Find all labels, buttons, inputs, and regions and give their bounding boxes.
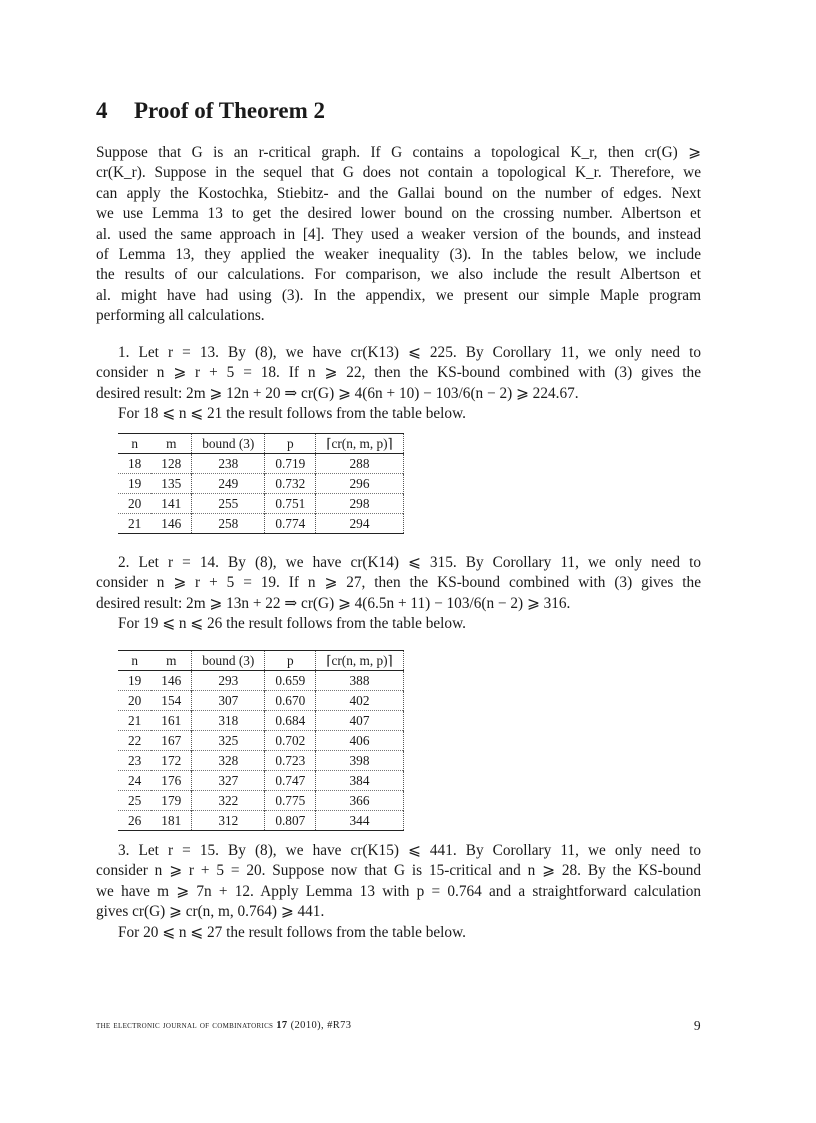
table-row [118, 791, 403, 811]
cell-bound: 327 [192, 771, 265, 791]
col-header-cr: ⌈cr(n, m, p)⌉ [316, 434, 404, 454]
cell-p: 0.751 [265, 494, 316, 514]
case3-line: gives cr(G) ⩾ cr(n, m, 0.764) ⩾ 441. [96, 903, 325, 921]
col-header-p: p [265, 651, 316, 671]
intro-line: Suppose that G is an r-critical graph. If G contains a topological K_r, then cr(G) ⩾ [96, 144, 701, 161]
cell-n: 24 [128, 772, 142, 788]
cell-n: 23 [128, 752, 142, 768]
cell-p: 0.807 [265, 811, 316, 831]
cell-m: 154 [151, 691, 191, 711]
cell-bound: 249 [192, 474, 265, 494]
case3-line: consider n ⩾ r + 5 = 20. Suppose now that G is 15-critical and n ⩾ 28. By the KS-bound [96, 862, 701, 880]
intro-line: al. might have had using (3). In the appendix, we present our simple Maple program [96, 286, 701, 304]
cell-bound: 238 [192, 454, 265, 474]
cell-p: 0.684 [265, 711, 316, 731]
case3-line: 3. Let r = 15. By (8), we have cr(K15) ⩽ 441. By Corollary 11, we only need to [118, 842, 701, 859]
case1-table-intro: For 18 ⩽ n ⩽ 21 the result follows from the table below. [118, 405, 466, 423]
cell-bound: 255 [192, 494, 265, 514]
cell-bound: 258 [192, 514, 265, 534]
cell-m: 167 [151, 731, 191, 751]
cell-cr: 288 [316, 454, 404, 474]
case2-paragraph [96, 553, 701, 635]
case3-line: we have m ⩾ 7n + 12. Apply Lemma 13 with p = 0.764 and a straightforward calculation [96, 882, 701, 900]
cell-cr: 298 [316, 494, 404, 514]
cell-cr: 398 [316, 751, 404, 771]
case2-line: consider n ⩾ r + 5 = 19. If n ⩾ 27, then the KS-bound combined with (3) gives the [96, 574, 701, 592]
cell-p: 0.732 [265, 474, 316, 494]
table-row [118, 454, 403, 474]
cell-n: 19 [128, 475, 142, 491]
section-heading [96, 98, 325, 124]
intro-line: we use Lemma 13 to get the desired lower bound on the crossing number. Albertson et [96, 205, 701, 223]
case3-paragraph [96, 841, 701, 943]
col-header-n: n [118, 651, 151, 671]
cell-m: 179 [151, 791, 191, 811]
cell-m: 141 [151, 494, 191, 514]
cell-m: 161 [151, 711, 191, 731]
cell-n: 20 [128, 692, 142, 708]
table-row [118, 671, 403, 691]
footer-journal: the electronic journal of combinatorics [96, 1020, 274, 1031]
footer-year-id: (2010), #R73 [290, 1020, 352, 1031]
cell-bound: 312 [192, 811, 265, 831]
case1-table [118, 433, 404, 534]
cell-n: 21 [128, 515, 142, 531]
col-header-bound: bound (3) [192, 651, 265, 671]
intro-line: performing all calculations. [96, 307, 265, 325]
cell-cr: 406 [316, 731, 404, 751]
intro-line: al. used the same approach in [4]. They used a weaker version of the bounds, and instead [96, 225, 701, 243]
cell-n: 18 [128, 455, 142, 471]
cell-m: 146 [151, 514, 191, 534]
cell-cr: 294 [316, 514, 404, 534]
cell-p: 0.719 [265, 454, 316, 474]
section-title: Proof of Theorem 2 [134, 98, 325, 123]
cell-bound: 325 [192, 731, 265, 751]
table-row [118, 811, 403, 831]
table-row [118, 731, 403, 751]
cell-n: 20 [128, 495, 142, 511]
cell-bound: 293 [192, 671, 265, 691]
cell-cr: 344 [316, 811, 404, 831]
col-header-p: p [265, 434, 316, 454]
cell-bound: 322 [192, 791, 265, 811]
case2-line: desired result: 2m ⩾ 13n + 22 ⇒ cr(G) ⩾ 4(6.5n + 11) − 103/6(n − 2) ⩾ 316. [96, 594, 571, 612]
case1-paragraph [96, 343, 701, 425]
cell-p: 0.747 [265, 771, 316, 791]
table-row [118, 474, 403, 494]
cell-cr: 402 [316, 691, 404, 711]
table-row [118, 711, 403, 731]
table-row [118, 751, 403, 771]
table-row [118, 771, 403, 791]
case3-table-intro: For 20 ⩽ n ⩽ 27 the result follows from the table below. [118, 923, 466, 941]
table-row [118, 494, 403, 514]
page-footer [96, 1020, 701, 1031]
intro-line: of Lemma 13, they applied the weaker inequality (3). In the tables below, we include [96, 246, 701, 264]
cell-m: 176 [151, 771, 191, 791]
cell-m: 172 [151, 751, 191, 771]
col-header-bound: bound (3) [192, 434, 265, 454]
cell-p: 0.659 [265, 671, 316, 691]
table-row [118, 514, 403, 534]
case2-line: 2. Let r = 14. By (8), we have cr(K14) ⩽ 315. By Corollary 11, we only need to [118, 554, 701, 571]
section-number: 4 [96, 98, 108, 123]
intro-paragraph [96, 143, 701, 327]
intro-line: the results of our calculations. For comparison, we also include the result Albertson et [96, 266, 701, 284]
cell-p: 0.723 [265, 751, 316, 771]
case1-line: 1. Let r = 13. By (8), we have cr(K13) ⩽ 225. By Corollary 11, we only need to [118, 344, 701, 361]
col-header-n: n [118, 434, 151, 454]
cell-cr: 296 [316, 474, 404, 494]
cell-n: 22 [128, 732, 142, 748]
case2-table [118, 650, 404, 831]
cell-m: 135 [151, 474, 191, 494]
intro-line: cr(K_r). Suppose in the sequel that G does not contain a topological K_r. Therefore, we [96, 164, 701, 182]
cell-m: 181 [151, 811, 191, 831]
cell-cr: 384 [316, 771, 404, 791]
cell-cr: 388 [316, 671, 404, 691]
cell-p: 0.774 [265, 514, 316, 534]
cell-n: 21 [128, 712, 142, 728]
cell-bound: 328 [192, 751, 265, 771]
page-number: 9 [693, 1018, 701, 1033]
cell-m: 128 [151, 454, 191, 474]
col-header-cr: ⌈cr(n, m, p)⌉ [316, 651, 404, 671]
cell-n: 19 [128, 672, 142, 688]
col-header-m: m [151, 434, 191, 454]
case2-table-intro: For 19 ⩽ n ⩽ 26 the result follows from the table below. [118, 615, 466, 633]
cell-bound: 318 [192, 711, 265, 731]
cell-cr: 366 [316, 791, 404, 811]
col-header-m: m [151, 651, 191, 671]
cell-n: 26 [128, 812, 142, 828]
table-row [118, 691, 403, 711]
cell-cr: 407 [316, 711, 404, 731]
intro-line: can apply the Kostochka, Stiebitz- and the Gallai bound on the number of edges. Next [96, 184, 701, 202]
cell-m: 146 [151, 671, 191, 691]
cell-p: 0.775 [265, 791, 316, 811]
case1-line: desired result: 2m ⩾ 12n + 20 ⇒ cr(G) ⩾ 4(6n + 10) − 103/6(n − 2) ⩾ 224.67. [96, 384, 579, 402]
cell-p: 0.702 [265, 731, 316, 751]
footer-volume: 17 [276, 1020, 288, 1031]
cell-p: 0.670 [265, 691, 316, 711]
case1-line: consider n ⩾ r + 5 = 18. If n ⩾ 22, then the KS-bound combined with (3) gives the [96, 364, 701, 382]
cell-bound: 307 [192, 691, 265, 711]
cell-n: 25 [128, 792, 142, 808]
